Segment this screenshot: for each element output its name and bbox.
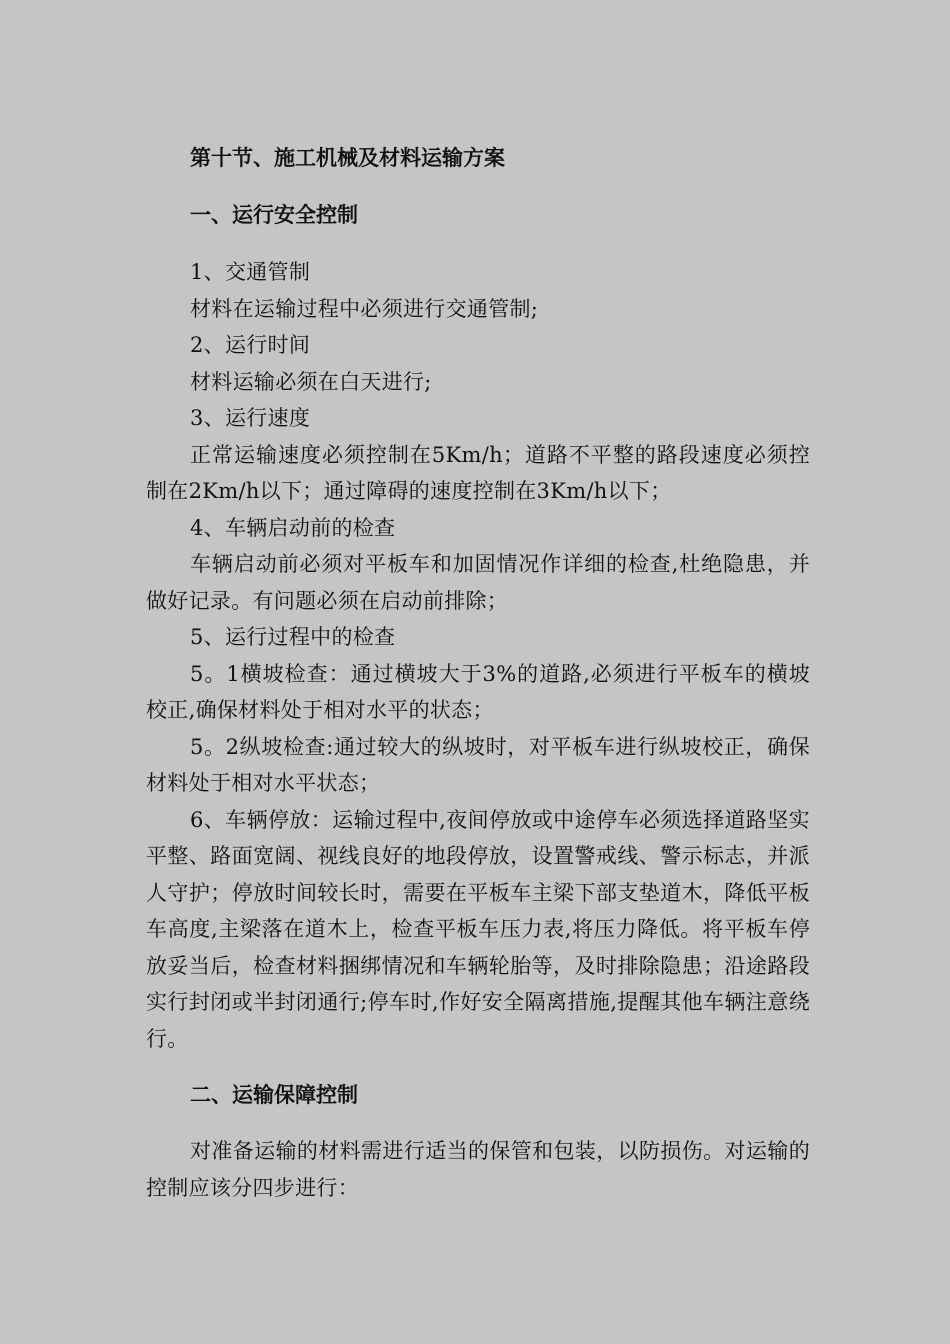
- spacer: [146, 1113, 810, 1133]
- paragraph: 正常运输速度必须控制在5Km/h；道路不平整的路段速度必须控制在2Km/h以下；通过障碍的速度控制在3Km/h以下；: [146, 442, 810, 503]
- section-heading-1: 一、运行安全控制: [190, 203, 358, 227]
- paragraph: 材料运输必须在白天进行;: [190, 369, 432, 394]
- document-title: 第十节、施工机械及材料运输方案: [190, 146, 505, 170]
- spacer: [146, 233, 810, 254]
- subheading-in-transit-check: 5、运行过程中的检查: [190, 625, 396, 649]
- paragraph: 对准备运输的材料需进行适当的保管和包装，以防损伤。对运输的控制应该分四步进行：: [146, 1139, 810, 1200]
- paragraph: 车辆启动前必须对平板车和加固情况作详细的检查,杜绝隐患，并做好记录。有问题必须在启动前排除；: [146, 552, 810, 613]
- spacer: [146, 1057, 810, 1077]
- spacer: [146, 176, 810, 197]
- subheading-operating-speed: 3、运行速度: [190, 406, 311, 430]
- subheading-pre-start-check: 4、车辆启动前的检查: [190, 515, 396, 540]
- paragraph: 6、车辆停放：运输过程中,夜间停放或中途停车必须选择道路坚实平整、路面宽阔、视线良好的地段停放，设置警戒线、警示标志，并派人守护；停放时间较长时，需要在平板车主梁下部支垫道木，降低平板车高度,主梁落在道木上，检查平板车压力表,将压力降低。将平板车停放妥当后，检查材料捆绑情况和车辆轮胎等，及时排除隐患；沿途路段实行封闭或半封闭通行;停车时,作好安全隔离措施,提醒其他车辆注意绕行。: [146, 807, 810, 1051]
- document-body: [146, 140, 810, 1206]
- paragraph: 材料在运输过程中必须进行交通管制;: [190, 296, 539, 321]
- paragraph: 5。1横坡检查：通过横坡大于3%的道路,必须进行平板车的横坡校正,确保材料处于相对水平的状态；: [146, 661, 810, 722]
- subheading-traffic-control: 1、交通管制: [190, 260, 311, 284]
- paragraph: 5。2纵坡检查:通过较大的纵坡时，对平板车进行纵坡校正，确保材料处于相对水平状态；: [146, 734, 810, 795]
- subheading-operating-time: 2、运行时间: [190, 333, 311, 357]
- section-heading-2: 二、运输保障控制: [190, 1083, 358, 1107]
